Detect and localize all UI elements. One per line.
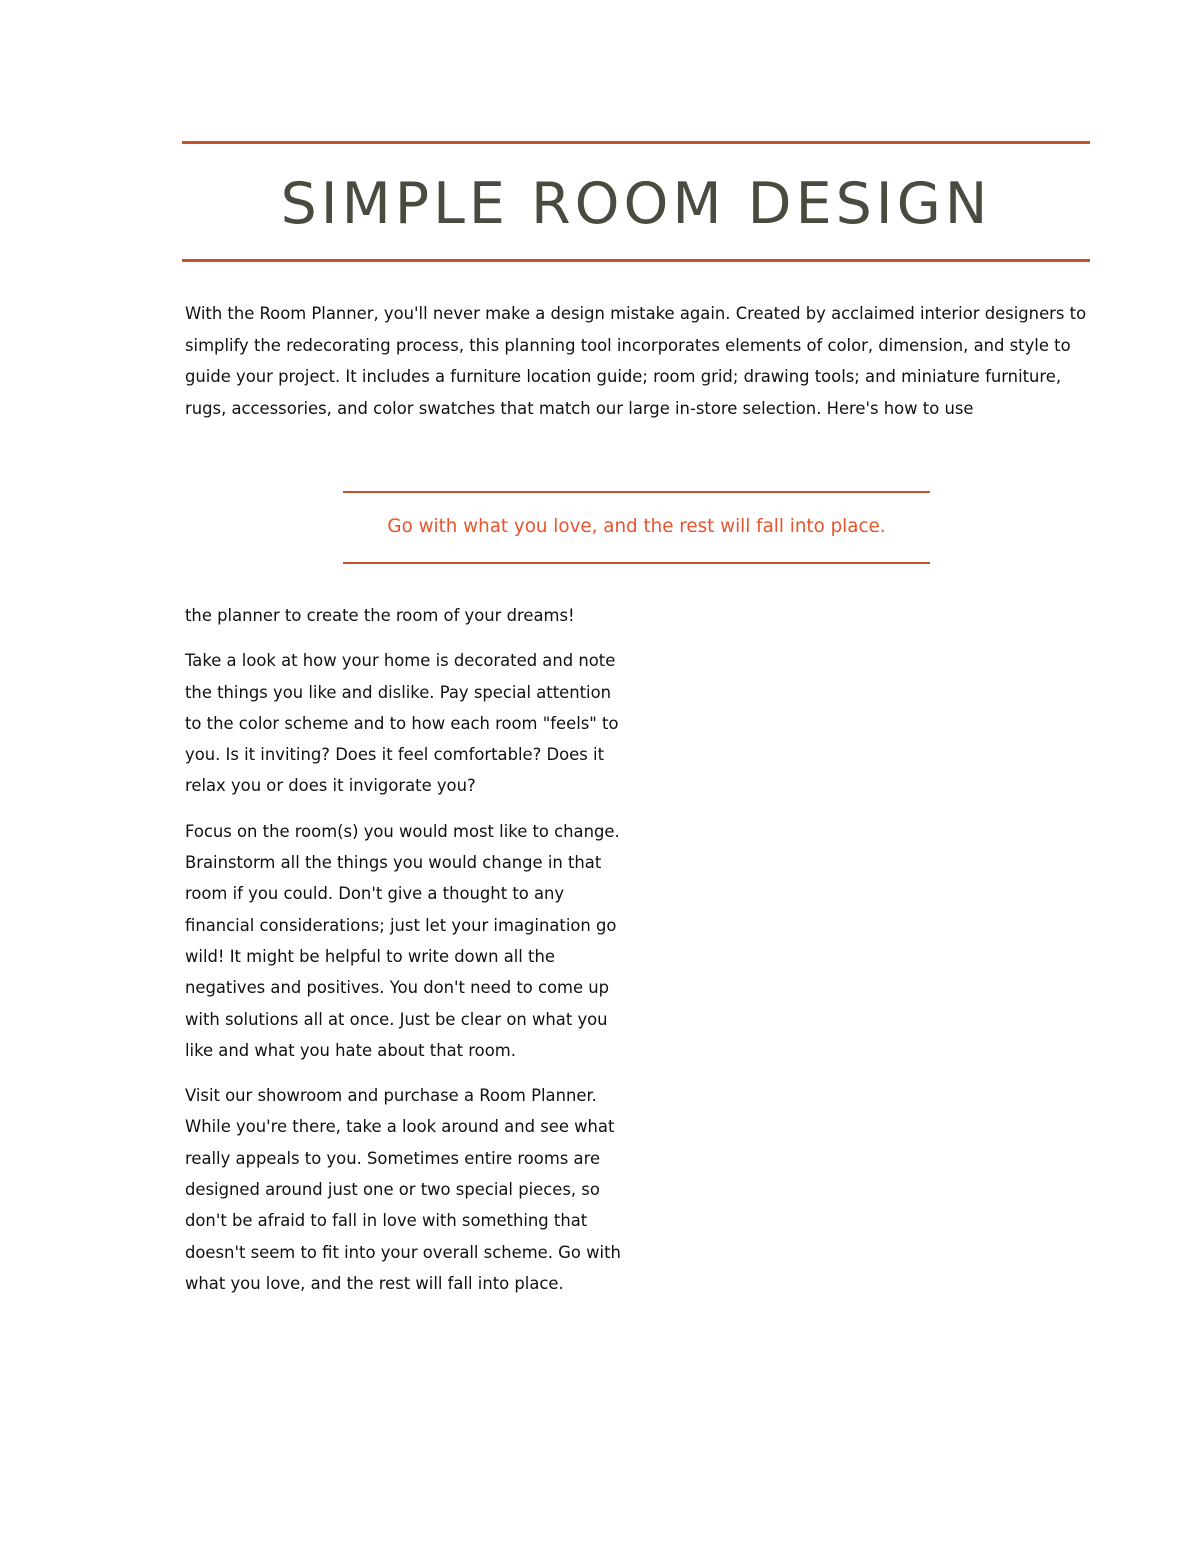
body-paragraph-focus: Focus on the room(s) you would most like to change. Brainstorm all the things you would change in that room if you could. Don't give a thought to any financial considerations; just let your imagination go wild! It might be helpful to write down all the negatives and positives. You don't need to come up with solutions all at once. Just be clear on what you like and what you hate about that room. (185, 821, 620, 1060)
body-paragraph-continuation: the planner to create the room of your dreams! (185, 606, 575, 625)
body-paragraph-visit: Visit our showroom and purchase a Room Planner. While you're there, take a look around and see what really appeals to you. Sometimes entire rooms are designed around just one or two special pieces, so don't be afraid to fall in love with something that doesn't seem to fit into your overall scheme. Go with what you love, and the rest will fall into place. (185, 1086, 621, 1293)
body-paragraph-look: Take a look at how your home is decorated and note the things you like and dislike. Pay special attention to the color scheme and to how each room "feels" to you. Is it inviting? Does it feel comfortable? Does it relax you or does it invigorate you? (185, 651, 619, 796)
body-column (185, 600, 625, 1313)
intro-paragraph: With the Room Planner, you'll never make a design mistake again. Created by acclaimed interior designers to simplify the redecorating process, this planning tool incorporates elements of color, dimension, and style to guide your project. It includes a furniture location guide; room grid; drawing tools; and miniature furniture, rugs, accessories, and color swatches that match our large in-store selection. Here's how to use (185, 304, 1087, 419)
pull-quote: Go with what you love, and the rest will fall into place. (387, 516, 886, 537)
pull-quote-rule-bottom (343, 562, 930, 564)
page-title: SIMPLE ROOM DESIGN (280, 171, 992, 237)
title-rule-bottom (182, 259, 1090, 262)
pull-quote-rule-top (343, 491, 930, 493)
title-rule-top (182, 141, 1090, 144)
